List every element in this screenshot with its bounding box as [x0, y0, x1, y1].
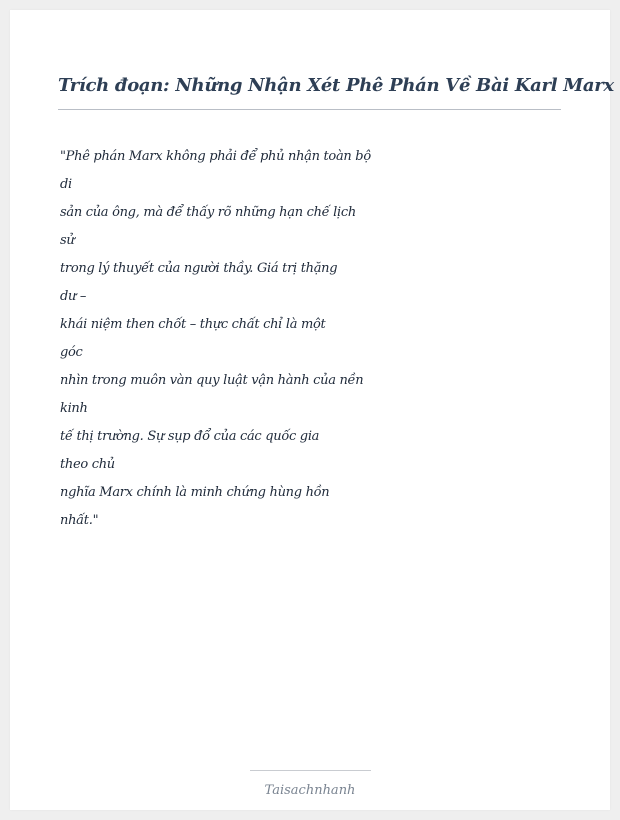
footer-brand: Taisachnhanh — [264, 783, 356, 798]
footer-divider — [250, 770, 371, 771]
quote-line: sử — [60, 233, 75, 248]
quote-line: khái niệm then chốt – thực chất chỉ là một — [60, 317, 326, 332]
quote-line: tế thị trường. Sự sụp đổ của các quốc gia — [60, 429, 320, 444]
quote-line: sản của ông, mà để thấy rõ những hạn chế lịch — [60, 205, 356, 220]
quote-line: trong lý thuyết của người thầy. Giá trị thặng — [60, 261, 338, 276]
quote-line: di — [60, 177, 72, 192]
quote-line: nghĩa Marx chính là minh chứng hùng hồn — [60, 485, 330, 500]
quote-line: theo chủ — [60, 457, 115, 472]
quote-line: dư – — [60, 289, 87, 304]
quote-line: nhìn trong muôn vàn quy luật vận hành của nền — [60, 373, 364, 388]
quote-line: "Phê phán Marx không phải để phủ nhận toàn bộ — [60, 149, 371, 164]
quote-line: kinh — [60, 401, 88, 416]
quote-block — [60, 143, 390, 535]
document-title: Trích đoạn: Những Nhận Xét Phê Phán Về Bài Karl Marx — [58, 75, 614, 96]
document-page — [10, 10, 614, 810]
quote-line: góc — [60, 345, 83, 360]
title-divider — [58, 109, 561, 110]
quote-line: nhất." — [60, 513, 99, 528]
